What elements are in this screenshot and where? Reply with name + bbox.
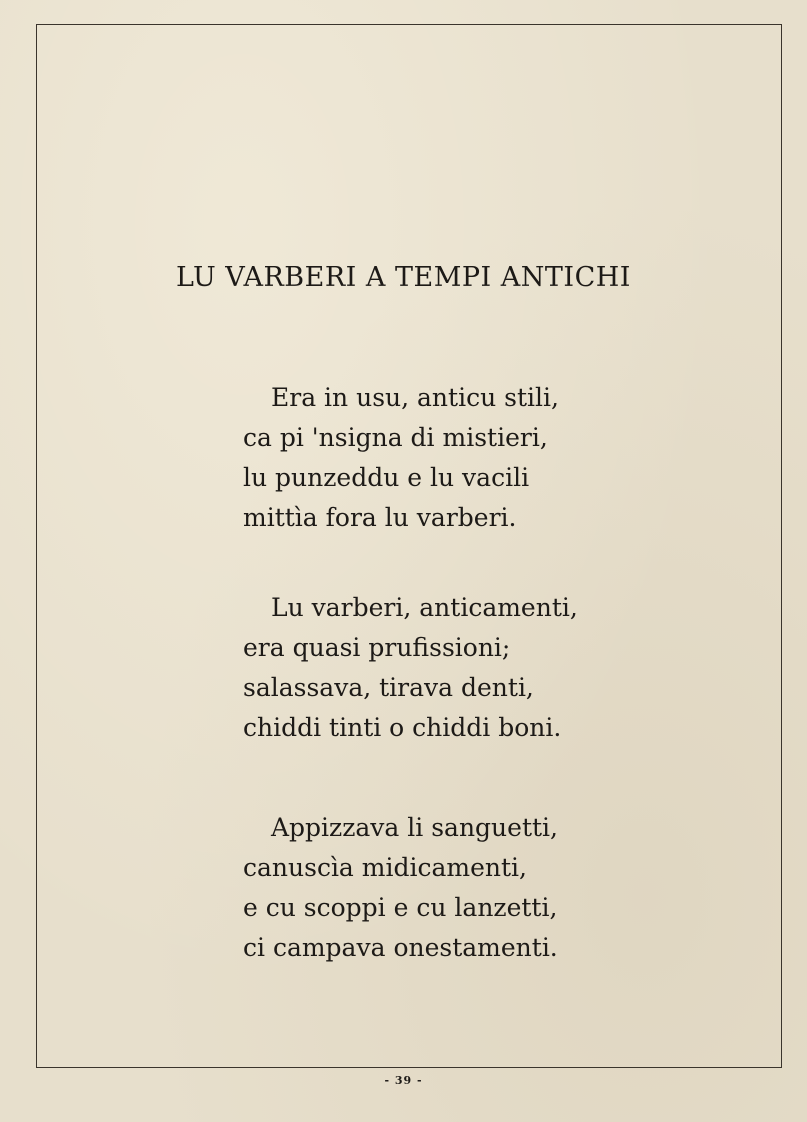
stanza-2-line-4: chiddi tinti o chiddi boni. (243, 713, 562, 742)
stanza-1-line-1: Era in usu, anticu stili, (271, 383, 559, 412)
stanza-3-line-4: ci campava onestamenti. (243, 933, 558, 962)
stanza-3-line-1: Appizzava li sanguetti, (271, 813, 558, 842)
stanza-1-line-2: ca pi 'nsigna di mistieri, (243, 423, 548, 452)
stanza-3-line-3: e cu scoppi e cu lanzetti, (243, 893, 558, 922)
stanza-1-line-4: mittìa fora lu varberi. (243, 503, 517, 532)
stanza-3 (243, 808, 663, 968)
stanza-2-line-1: Lu varberi, anticamenti, (271, 593, 578, 622)
stanza-1-line-3: lu punzeddu e lu vacili (243, 463, 530, 492)
stanza-2 (243, 588, 663, 748)
stanza-3-line-2: canuscìa midicamenti, (243, 853, 527, 882)
poem-title: LU VARBERI A TEMPI ANTICHI (176, 262, 631, 293)
stanza-2-line-3: salassava, tirava denti, (243, 673, 534, 702)
page-number: - 39 - (384, 1074, 423, 1087)
stanza-2-line-2: era quasi prufissioni; (243, 633, 511, 662)
stanza-1 (243, 378, 663, 538)
